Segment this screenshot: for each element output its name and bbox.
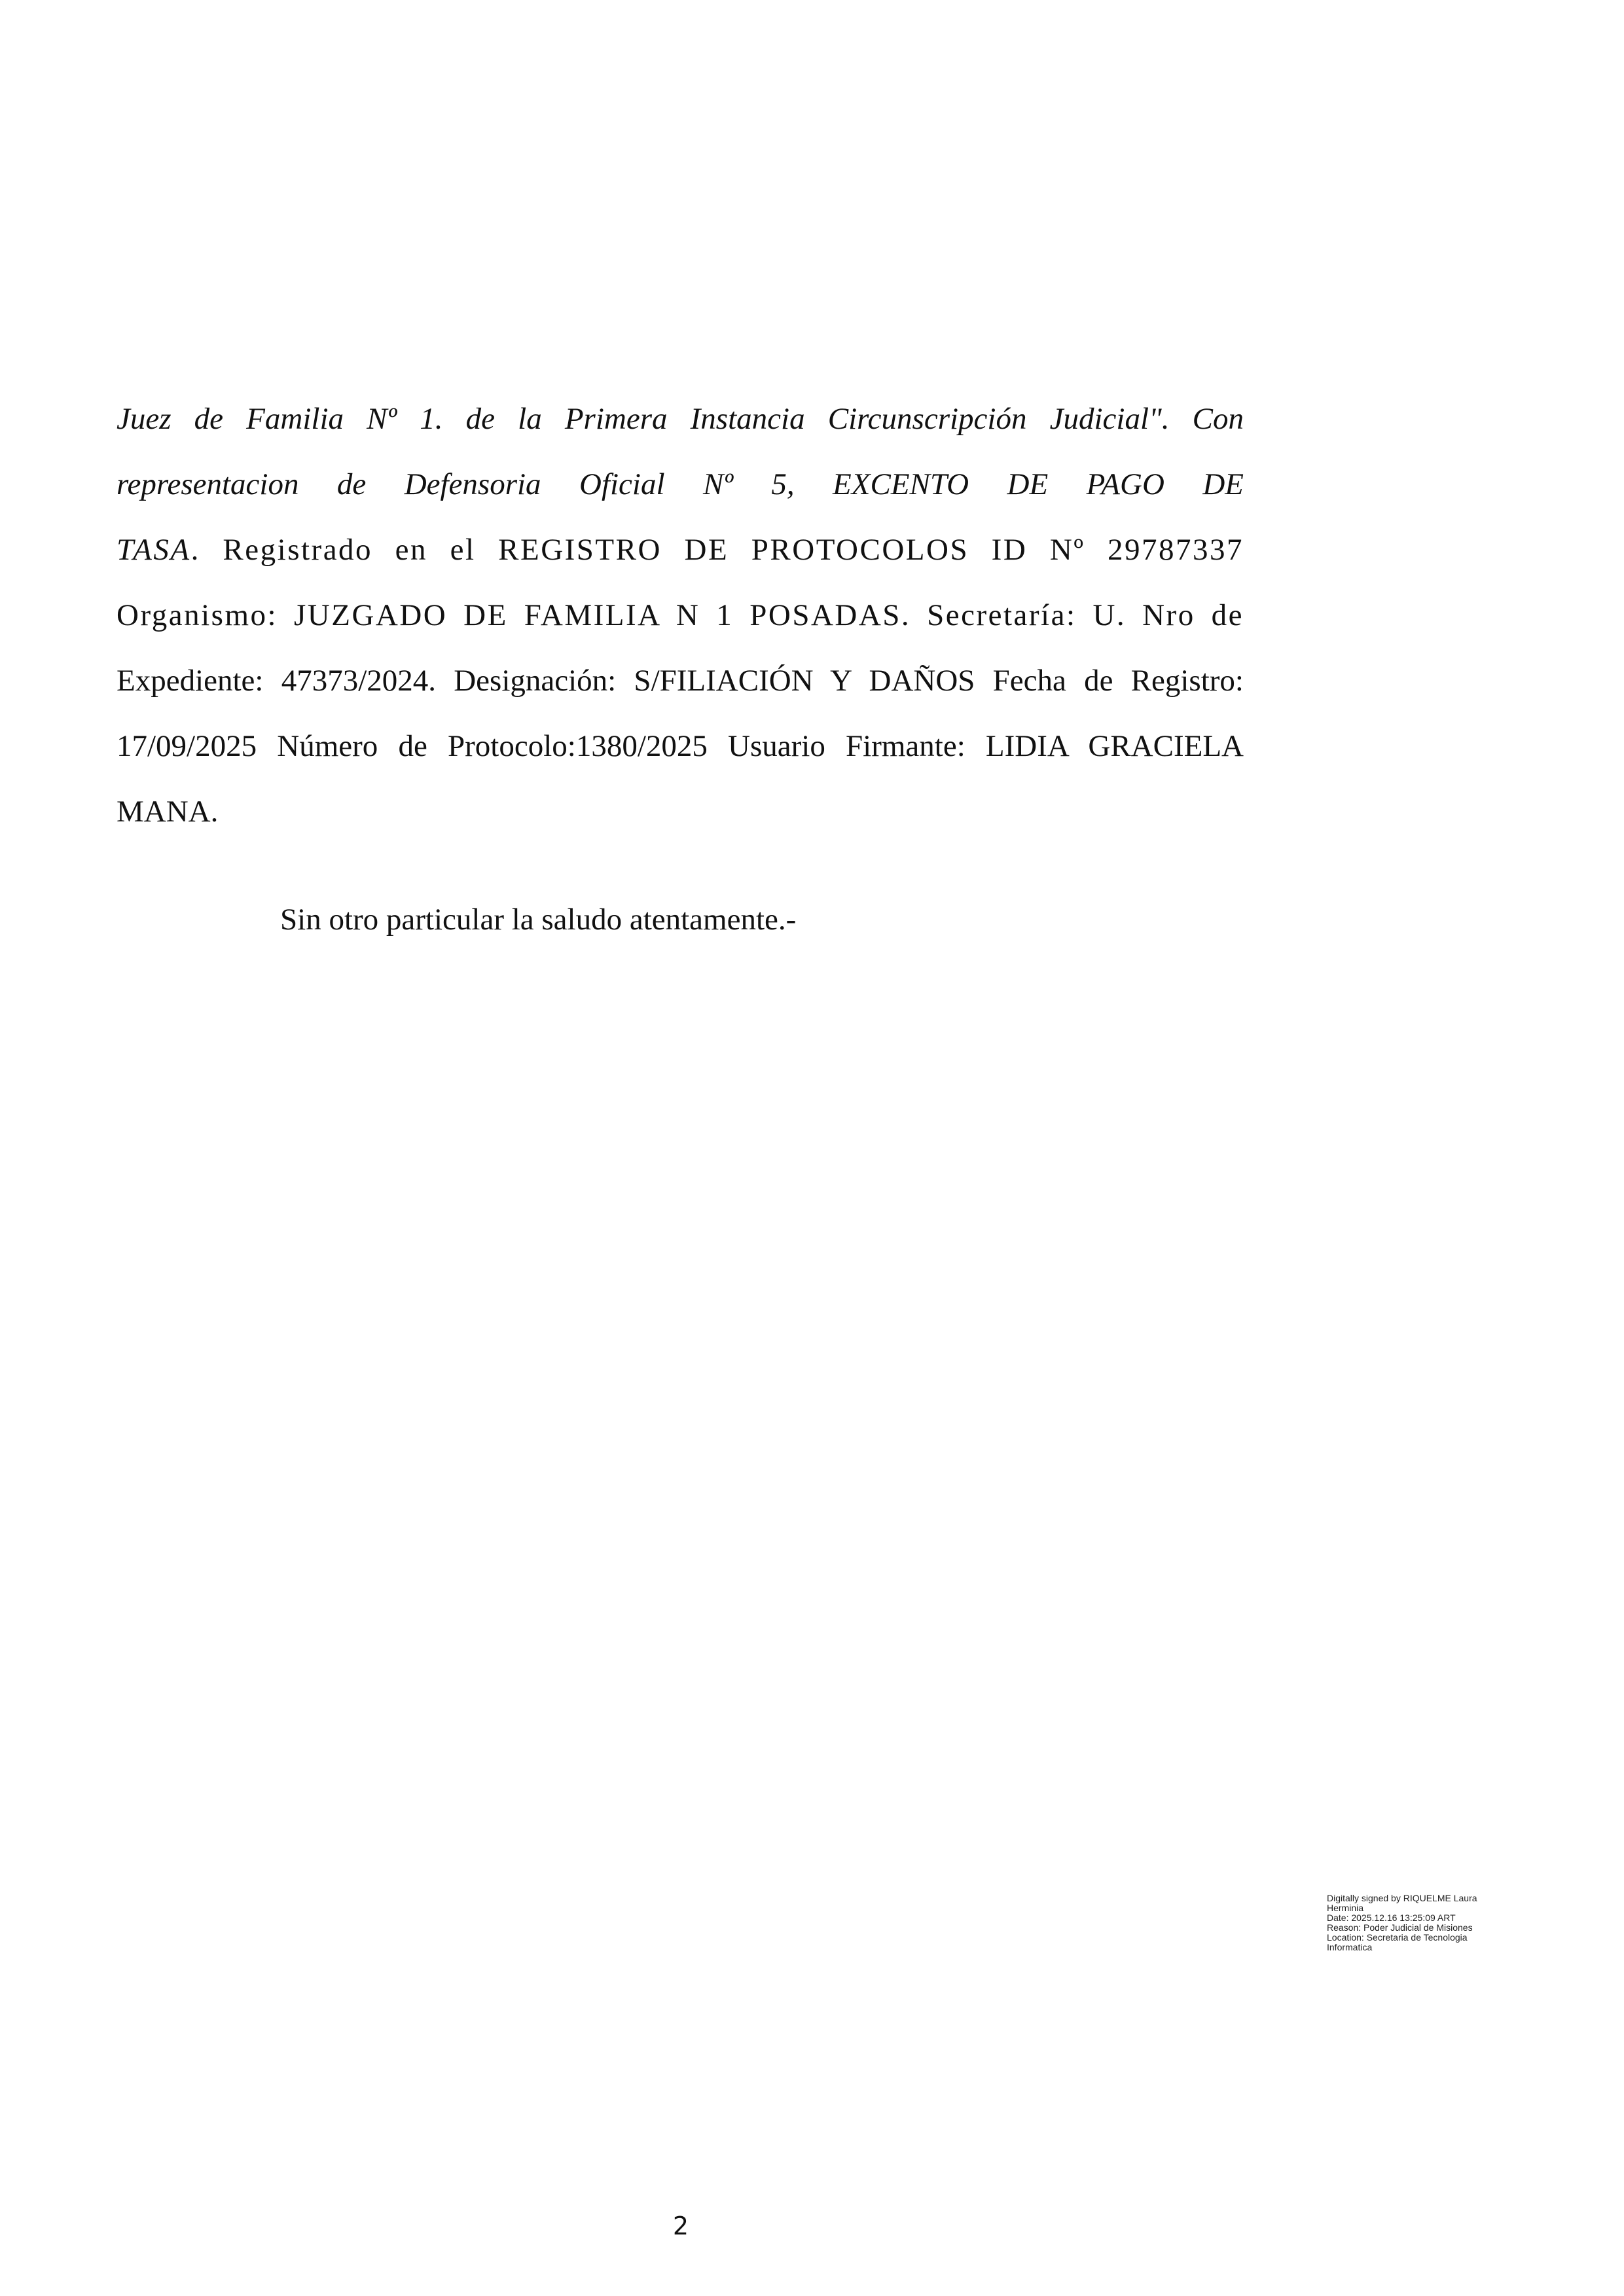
signature-line: Location: Secretaria de Tecnologia [1327,1932,1468,1943]
registration-text: . Registrado en el REGISTRO DE PROTOCOLOS ID Nº 29787337 [190,533,1244,567]
signature-line: Informatica [1327,1942,1373,1952]
paragraph-line-5: Expediente: 47373/2024. Designación: S/FILIACIÓN Y DAÑOS Fecha de Registro: [117,664,1244,698]
signature-line: Digitally signed by RIQUELME Laura [1327,1893,1477,1903]
paragraph-line-4: Organismo: JUZGADO DE FAMILIA N 1 POSADAS. Secretaría: U. Nro de [117,598,1244,632]
digital-signature-stamp [1327,1893,1543,1952]
tasa-italic-text: TASA [117,533,191,567]
paragraph-line-1: Juez de Familia Nº 1. de la Primera Instancia Circunscripción Judicial". Con [117,402,1244,436]
closing-salutation: Sin otro particular la saludo atentamente.- [280,903,797,937]
paragraph-line-6: 17/09/2025 Número de Protocolo:1380/2025 Usuario Firmante: LIDIA GRACIELA [117,729,1244,763]
signature-line: Herminia [1327,1903,1364,1913]
paragraph-line-2: representacion de Defensoria Oficial Nº 5, EXCENTO DE PAGO DE [117,467,1244,501]
page-number: 2 [672,2212,689,2240]
paragraph-line-7: MANA. [117,795,219,829]
signature-line: Reason: Poder Judicial de Misiones [1327,1922,1473,1933]
paragraph-line-3 [117,530,1244,569]
signature-line: Date: 2025.12.16 13:25:09 ART [1327,1912,1456,1923]
